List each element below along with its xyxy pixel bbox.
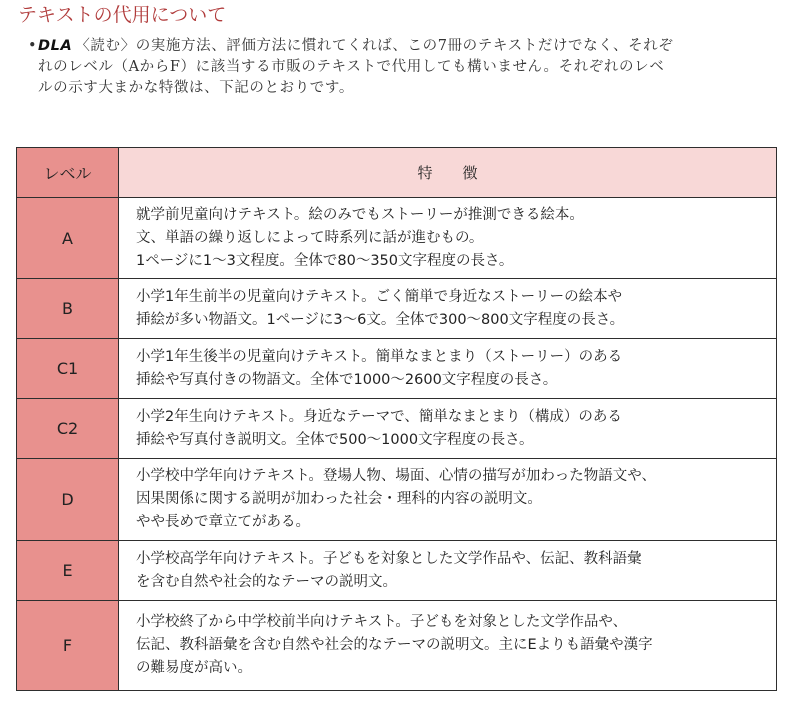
intro-line: ルの示す大まかな特徴は、下記のとおりです。 (38, 80, 354, 96)
level-cell: C2 (17, 399, 119, 459)
level-cell: A (17, 198, 119, 279)
features-line: を含む自然や社会的なテーマの説明文。 (136, 573, 397, 590)
features-cell (119, 601, 777, 691)
features-line: 小学2年生向けテキスト。身近なテーマで、簡単なまとまり（構成）のある (136, 408, 622, 425)
level-features-table (16, 147, 777, 691)
intro-paragraph (18, 36, 768, 99)
features-cell (119, 279, 777, 339)
features-cell (119, 541, 777, 601)
level-cell: C1 (17, 339, 119, 399)
bullet-icon: • (28, 38, 37, 54)
level-cell: D (17, 459, 119, 541)
features-cell (119, 339, 777, 399)
features-line: やや長めで章立てがある。 (136, 514, 310, 530)
header-features: 特 徴 (119, 148, 777, 198)
features-line: 挿絵や写真付き説明文。全体で500～1000文字程度の長さ。 (136, 431, 534, 448)
features-line: 文、単語の繰り返しによって時系列に話が進むもの。 (136, 229, 484, 246)
features-line: 1ページに1～3文程度。全体で80～350文字程度の長さ。 (136, 252, 514, 269)
features-cell (119, 399, 777, 459)
level-cell: E (17, 541, 119, 601)
features-cell (119, 198, 777, 279)
header-level: レベル (17, 148, 119, 198)
features-line: 小学1年生後半の児童向けテキスト。簡単なまとまり（ストーリー）のある (136, 348, 623, 365)
features-cell (119, 459, 777, 541)
table-row (17, 459, 777, 541)
features-line: 挿絵や写真付きの物語文。全体で1000～2600文字程度の長さ。 (136, 371, 558, 388)
features-line: 小学校中学年向けテキスト。登場人物、場面、心情の描写が加わった物語文や、 (136, 468, 656, 484)
level-cell: F (17, 601, 119, 691)
table-row (17, 279, 777, 339)
features-line: 小学校高学年向けテキスト。子どもを対象とした文学作品や、伝記、教科語彙 (136, 550, 642, 567)
table-row (17, 601, 777, 691)
table-row (17, 198, 777, 279)
features-line: 就学前児童向けテキスト。絵のみでもストーリーが推測できる絵本。 (136, 206, 584, 223)
table-row (17, 399, 777, 459)
features-line: 挿絵が多い物語文。1ページに3～6文。全体で300～800文字程度の長さ。 (136, 311, 625, 328)
intro-lead: DLA (38, 38, 73, 54)
intro-line-text: 〈読む〉の実施方法、評価方法に慣れてくれば、この7冊のテキストだけでなく、それぞ (75, 38, 674, 54)
features-line: 因果関係に関する説明が加わった社会・理科的内容の説明文。 (136, 491, 542, 507)
intro-line: れのレベル（AからF）に該当する市販のテキストで代用しても構いません。それぞれのレベ (38, 59, 665, 75)
page-title: テキストの代用について (18, 4, 227, 26)
intro-line (18, 36, 768, 57)
features-line: 小学校終了から中学校前半向けテキスト。子どもを対象とした文学作品や、 (136, 614, 628, 630)
features-line: 伝記、教科語彙を含む自然や社会的なテーマの説明文。主にEよりも語彙や漢字 (136, 637, 653, 653)
table-header-row (17, 148, 777, 198)
table-row (17, 339, 777, 399)
level-cell: B (17, 279, 119, 339)
features-line: の難易度が高い。 (136, 660, 252, 676)
features-line: 小学1年生前半の児童向けテキスト。ごく簡単で身近なストーリーの絵本や (136, 288, 623, 305)
table-row (17, 541, 777, 601)
